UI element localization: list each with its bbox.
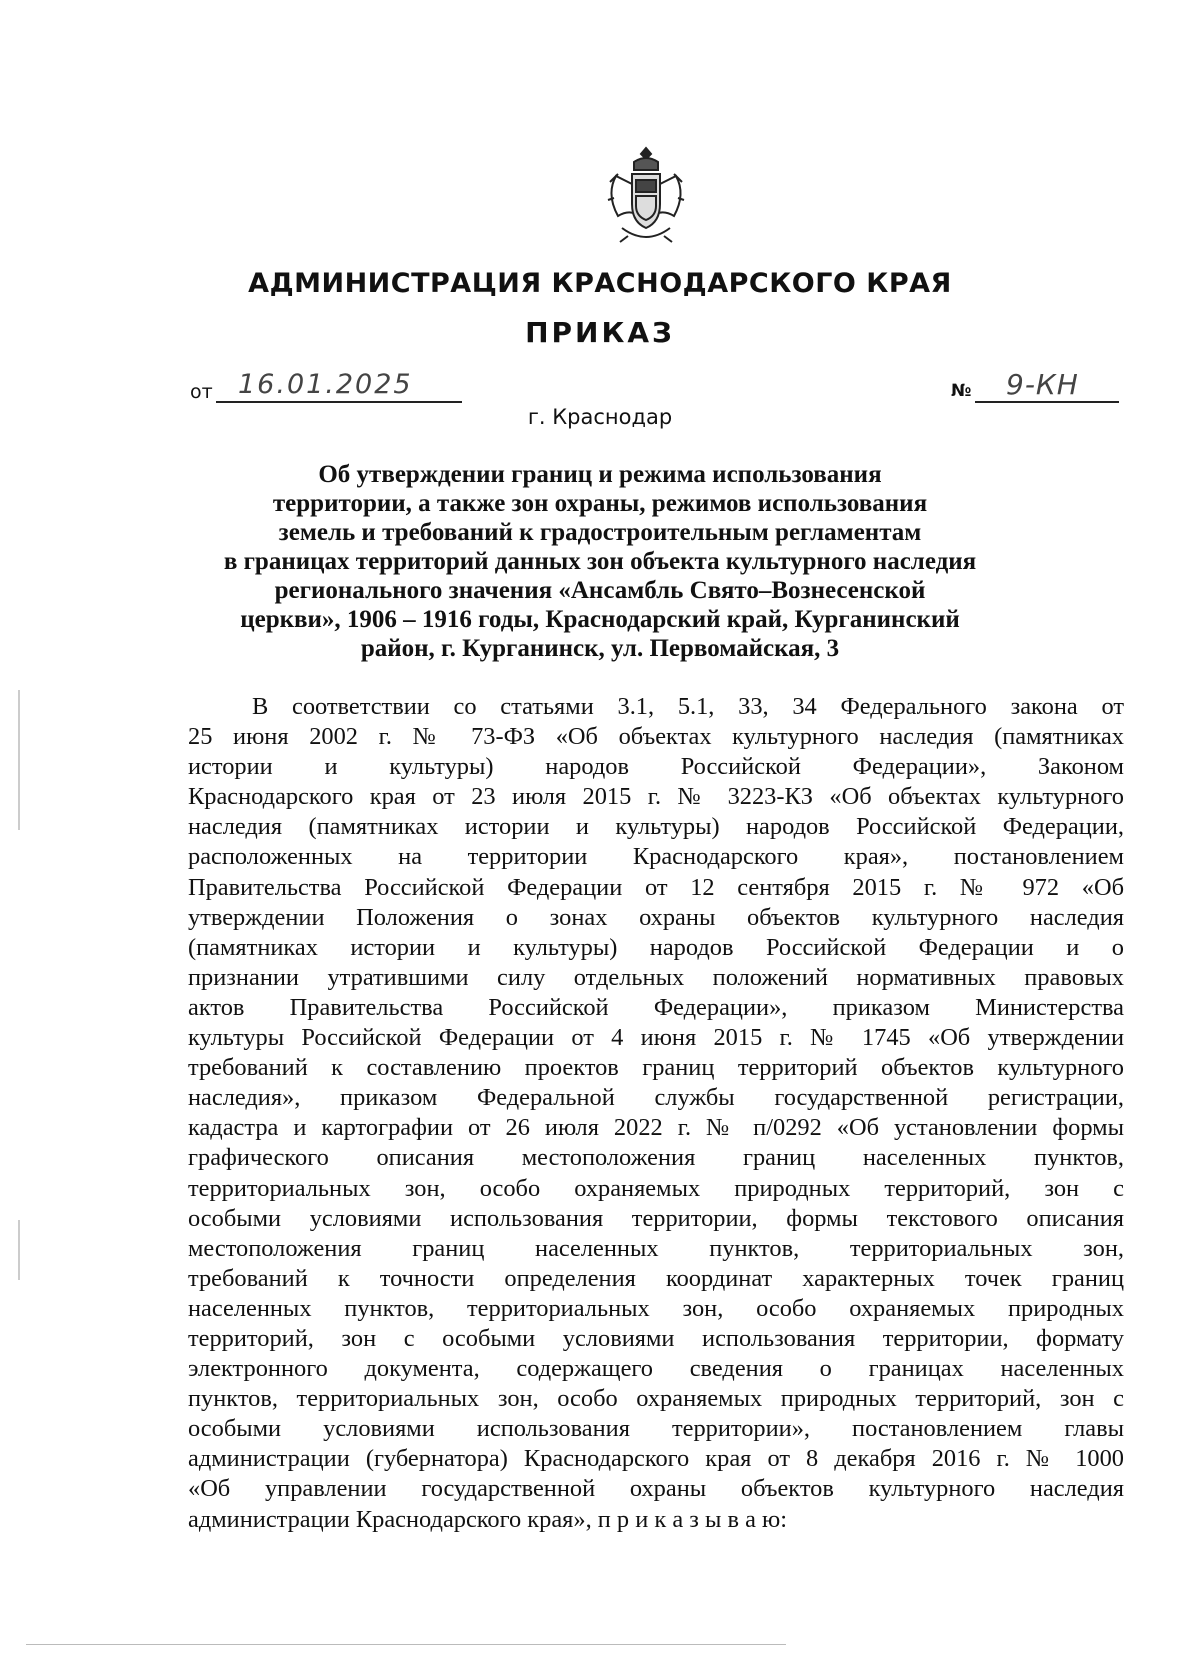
number-underline	[975, 401, 1119, 403]
body-line: наследия», приказом Федеральной службы государственной регистрации,	[188, 1084, 1124, 1112]
title-line: Об утверждении границ и режима использования	[318, 461, 882, 488]
body-line: населенных пунктов, территориальных зон, особо охраняемых природных	[188, 1294, 1124, 1322]
body-line: Краснодарского края от 23 июля 2015 г. № 3223-КЗ «Об объектах культурного	[188, 783, 1124, 811]
city: г. Краснодар	[527, 405, 673, 429]
title-line: в границах территорий данных зон объекта культурного наследия	[223, 548, 977, 575]
body-line: администрации (губернатора) Краснодарского края от 8 декабря 2016 г. № 1000	[188, 1445, 1124, 1473]
scan-margin-mark	[18, 1220, 20, 1280]
title-line: район, г. Курганинск, ул. Первомайская, 3	[360, 635, 840, 662]
title-line: регионального значения «Ансамбль Свято–Вознесенской	[274, 577, 926, 604]
document-type: ПРИКАЗ	[525, 316, 675, 349]
scan-edge-line	[26, 1644, 786, 1645]
body-line: местоположения границ населенных пунктов, территориальных зон,	[188, 1234, 1124, 1262]
body-line: Правительства Российской Федерации от 12 сентября 2015 г. № 972 «Об	[188, 873, 1124, 901]
body-line: администрации Краснодарского края», п р и к а з ы в а ю:	[188, 1505, 787, 1533]
body-line: электронного документа, содержащего сведения о границах населенных	[188, 1355, 1124, 1383]
body-line: В соответствии со статьями 3.1, 5.1, 33, 34 Федерального закона от	[252, 693, 1124, 720]
body-line: признании утратившими силу отдельных положений нормативных правовых	[188, 963, 1124, 991]
organization-name: АДМИНИСТРАЦИЯ КРАСНОДАРСКОГО КРАЯ	[248, 268, 952, 299]
date-underline	[216, 401, 462, 403]
body-line: утверждении Положения о зонах охраны объектов культурного наследия	[188, 903, 1124, 931]
body-line: 25 июня 2002 г. № 73-ФЗ «Об объектах культурного наследия (памятниках	[188, 723, 1124, 751]
body-line: истории и культуры) народов Российской Федерации», Законом	[188, 753, 1124, 781]
date-label: от	[190, 381, 213, 403]
coat-of-arms-icon	[604, 146, 688, 246]
body-line: «Об управлении государственной охраны объектов культурного наследия	[188, 1475, 1124, 1503]
scan-margin-mark	[18, 690, 20, 830]
body-line: актов Правительства Российской Федерации», приказом Министерства	[188, 993, 1124, 1021]
title-line: территории, а также зон охраны, режимов использования	[272, 490, 928, 517]
body-line: особыми условиями использования территории», постановлением главы	[188, 1415, 1124, 1443]
body-line: кадастра и картографии от 26 июля 2022 г. № п/0292 «Об установлении формы	[188, 1114, 1124, 1142]
title-line: церкви», 1906 – 1916 годы, Краснодарский край, Курганинский	[240, 606, 960, 633]
body-line: требований к составлению проектов границ территорий объектов культурного	[188, 1054, 1124, 1082]
number-label: №	[951, 381, 972, 401]
body-line: требований к точности определения координат характерных точек границ	[188, 1264, 1124, 1292]
body-line: территорий, зон с особыми условиями использования территории, формату	[188, 1324, 1124, 1352]
body-line: наследия (памятниках истории и культуры) народов Российской Федерации,	[188, 813, 1124, 841]
body-line: особыми условиями использования территории, формы текстового описания	[188, 1204, 1124, 1232]
body-line: (памятниках истории и культуры) народов Российской Федерации и о	[188, 933, 1124, 961]
number-handwritten: 9-КН	[1006, 368, 1079, 401]
title-line: земель и требований к градостроительным регламентам	[278, 519, 922, 546]
document-title	[180, 460, 1020, 663]
body-line: культуры Российской Федерации от 4 июня 2015 г. № 1745 «Об утверждении	[188, 1024, 1124, 1052]
body-line: графического описания местоположения границ населенных пунктов,	[188, 1144, 1124, 1172]
preamble-paragraph	[188, 692, 1124, 1535]
body-line: расположенных на территории Краснодарского края», постановлением	[188, 843, 1124, 871]
body-line: территориальных зон, особо охраняемых природных территорий, зон с	[188, 1174, 1124, 1202]
body-line: пунктов, территориальных зон, особо охраняемых природных территорий, зон с	[188, 1385, 1124, 1413]
date-handwritten: 16.01.2025	[238, 369, 413, 400]
